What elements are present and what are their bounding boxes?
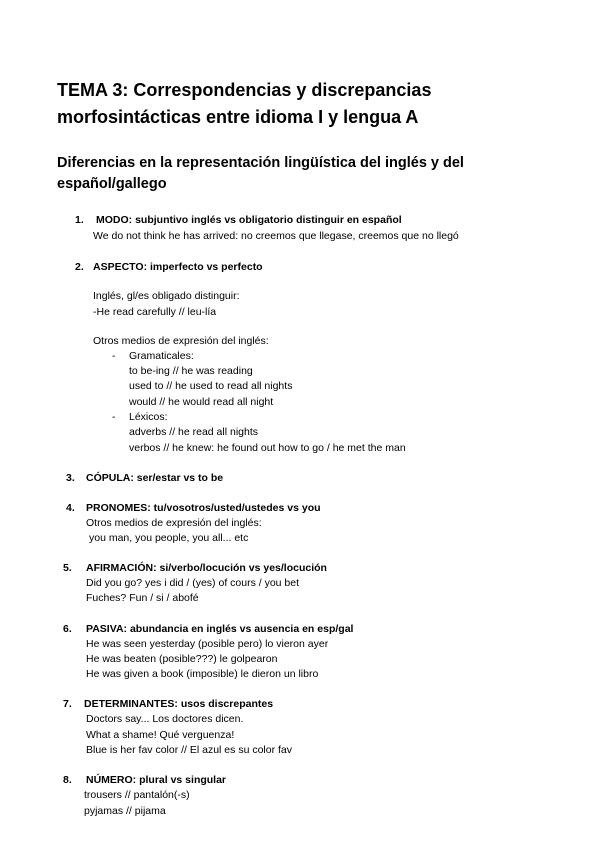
item-number: 1. [75,214,84,226]
item-heading-determinantes: DETERMINANTES: usos discrepantes [84,698,274,710]
item-line: to be-ing // he was reading [129,365,253,377]
item-line: Blue is her fav color // El azul es su color fav [86,744,293,756]
item-number: 4. [66,502,75,514]
item-line: What a shame! Qué verguenza! [86,729,235,741]
item-number: 6. [63,623,72,635]
page-title-line-2: morfosintácticas entre idioma I y lengua A [57,107,419,127]
item-heading-modo: MODO: subjuntivo inglés vs obligatorio distinguir en español [96,214,402,226]
item-number: 3. [66,472,75,484]
item-line: you man, you people, you all... etc [89,532,249,544]
item-line: used to // he used to read all nights [129,380,293,392]
item-number: 2. [75,261,84,273]
item-line: Otros medios de expresión del inglés: [93,335,269,347]
item-line: Inglés, gl/es obligado distinguir: [93,290,240,302]
item-line: would // he would read all night [129,396,274,408]
item-line: He was beaten (posible???) le golpearon [86,653,278,665]
item-line: He was given a book (imposible) le dieron un libro [86,668,319,680]
item-line: -He read carefully // leu-lía [93,306,217,318]
item-heading-aspecto: ASPECTO: imperfecto vs perfecto [93,261,263,273]
item-heading-numero: NÚMERO: plural vs singular [86,774,227,786]
item-line: pyjamas // pijama [84,805,166,817]
item-number: 5. [63,562,72,574]
item-line: Did you go? yes i did / (yes) of cours / you bet [86,577,300,589]
item-line: We do not think he has arrived: no creemos que llegase, creemos que no llegó [93,230,459,242]
item-number: 7. [63,698,72,710]
list-bullet-dash: - [112,350,116,362]
list-bullet-dash: - [112,411,116,423]
item-line: adverbs // he read all nights [129,426,258,438]
item-heading-pasiva: PASIVA: abundancia en inglés vs ausencia en esp/gal [86,623,354,635]
item-line: Doctors say... Los doctores dicen. [86,713,244,725]
item-heading-pronomes: PRONOMES: tu/vosotros/usted/ustedes vs you [86,502,321,514]
item-line: Léxicos: [129,411,168,423]
item-line: Fuches? Fun / si / abofé [86,592,199,604]
item-number: 8. [63,774,72,786]
section-subtitle-line-2: español/gallego [57,176,167,192]
item-heading-copula: CÓPULA: ser/estar vs to be [86,472,224,484]
item-line: Gramaticales: [129,350,194,362]
item-line: Otros medios de expresión del inglés: [86,517,262,529]
item-line: verbos // he knew: he found out how to go / he met the man [129,442,406,454]
section-subtitle-line-1: Diferencias en la representación lingüística del inglés y del [57,155,464,171]
item-heading-afirmacion: AFIRMACIÓN: si/verbo/locución vs yes/locución [86,562,327,574]
item-line: trousers // pantalón(-s) [84,789,190,801]
page-title-line-1: TEMA 3: Correspondencias y discrepancias [57,80,432,100]
item-line: He was seen yesterday (posible pero) lo vieron ayer [86,638,329,650]
